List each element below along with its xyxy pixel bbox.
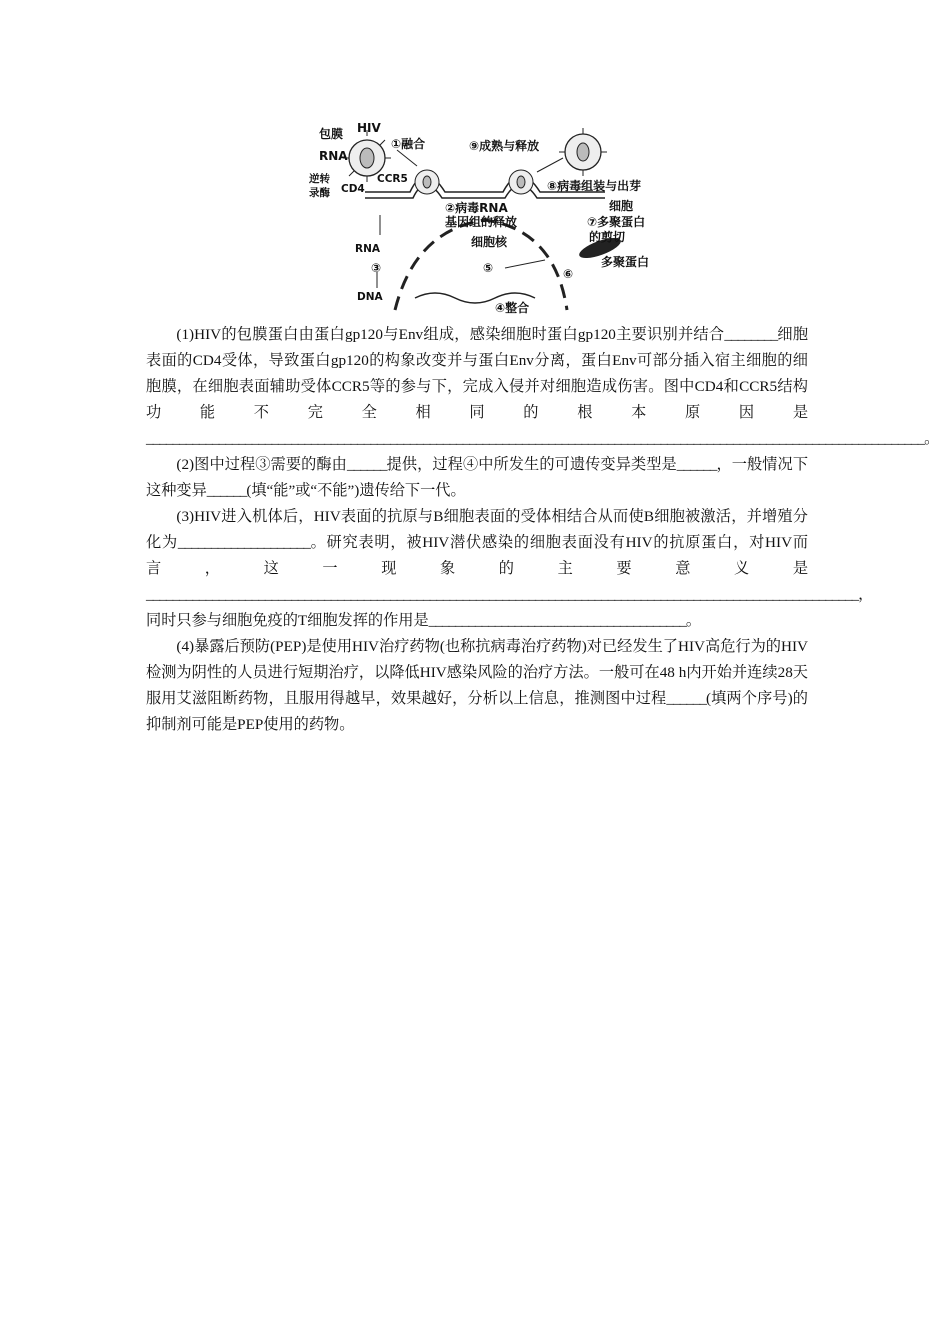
label-polyprotein: 多聚蛋白 (601, 255, 650, 269)
question-2 (146, 452, 808, 504)
label-step5: ⑤ (483, 261, 494, 275)
q3-blank-3[interactable]: _______________________________________ (428, 612, 686, 629)
transcript-arrow (505, 260, 545, 268)
q1-text-1: (1)HIV的包膜蛋白由蛋白gp120与Env组成，感染细胞时蛋白gp120主要识别并结合 (176, 326, 725, 343)
label-step3: ③ (371, 261, 382, 275)
q3-text-2: 。研究表明，被HIV潜伏感染的细胞表面没有HIV的抗原蛋白，对HIV而言，这一现象的主要意义是 (146, 534, 809, 577)
label-envelope: 包膜 (319, 127, 344, 141)
diagram-svg (305, 120, 670, 318)
fusion-arrow (397, 150, 417, 166)
q2-blank-2[interactable]: ______ (676, 456, 717, 473)
q3-blank-2[interactable]: ____________________________________________________________________________________________________________ (146, 586, 859, 603)
q1-blank-1[interactable]: ________ (724, 326, 778, 343)
q3-blank-1[interactable]: ____________________ (177, 534, 310, 551)
q3-end: 。 (685, 612, 701, 629)
label-mature-release: ⑨成熟与释放 (469, 139, 540, 153)
release-arrow (537, 158, 563, 172)
label-rt-line2: 录酶 (309, 187, 330, 199)
q3-text-3: ，同时只参与细胞免疫的T细胞发挥的作用是 (146, 586, 874, 629)
label-viral-rna-line1: ②病毒RNA (445, 201, 508, 215)
q4-text-2: (填两个序号)的抑制剂可能是PEP使用的药物。 (146, 690, 808, 733)
label-viral-rna-line2: 基因组的释放 (445, 215, 518, 229)
label-cell: 细胞 (609, 199, 634, 213)
label-assembly: ⑧病毒组装与出芽 (547, 179, 642, 193)
question-4 (146, 634, 808, 738)
q1-end: 。 (924, 430, 940, 447)
q3-text-1: (3)HIV进入机体后，HIV表面的抗原与B细胞表面的受体相结合从而使B细胞被激活，并增殖分化为 (146, 508, 808, 551)
q2-text-1: (2)图中过程③需要的酶由 (176, 456, 347, 473)
question-1 (146, 322, 940, 452)
label-ccr5: CCR5 (377, 173, 408, 185)
label-step6: ⑥ (563, 267, 574, 281)
q2-blank-3[interactable]: ______ (206, 482, 247, 499)
q2-text-3: ，一般情况下这种变异 (146, 456, 809, 499)
q1-blank-2[interactable]: ______________________________________________________________________________________________________________________ (146, 430, 925, 447)
q2-text-2: 提供，过程④中所发生的可遗传变异类型是 (386, 456, 677, 473)
hiv-fusion-particle (415, 170, 439, 194)
q4-text-1: (4)暴露后预防(PEP)是使用HIV治疗药物(也称抗病毒治疗药物)对已经发生了HIV高危行为的HIV检测为阴性的人员进行短期治疗，以降低HIV感染风险的治疗方法。一般可在48 h内开始并连续28天服用艾滋阻断药物，且服用得越早，效果越好，分析以上信息，推测图中过程 (146, 638, 808, 707)
hiv-particle-mature (559, 128, 607, 176)
question-text (146, 322, 940, 738)
label-cleavage-line1: ⑦多聚蛋白 (587, 215, 646, 229)
label-fusion: ①融合 (391, 137, 426, 151)
q4-blank-1[interactable]: ______ (666, 690, 706, 707)
label-rna: RNA (319, 149, 348, 163)
question-3 (146, 504, 874, 634)
label-cleavage-line2: 的剪切 (589, 230, 626, 244)
label-dna: DNA (357, 291, 383, 303)
hiv-budding-particle (509, 170, 533, 194)
hiv-lifecycle-diagram (305, 120, 670, 318)
q2-blank-1[interactable]: ______ (346, 456, 387, 473)
q1-text-2: 细胞表面的CD4受体，导致蛋白gp120的构象改变并与蛋白Env分离，蛋白Env可部分插入宿主细胞的细胞膜，在细胞表面辅助受体CCR5等的参与下，完成入侵并对细胞造成伤害。图中CD4和CCR5结构功能不完全相同的根本原因是 (146, 326, 808, 421)
q2-text-4: (填“能”或“不能”)遗传给下一代。 (246, 482, 466, 499)
label-cd4: CD4 (341, 183, 365, 195)
label-integration: ④整合 (495, 301, 530, 315)
label-nucleus: 细胞核 (471, 235, 508, 249)
label-rna2: RNA (355, 243, 380, 255)
nucleus-envelope (395, 220, 567, 310)
label-rt-line1: 逆转 (309, 173, 330, 185)
label-hiv: HIV (357, 121, 381, 135)
